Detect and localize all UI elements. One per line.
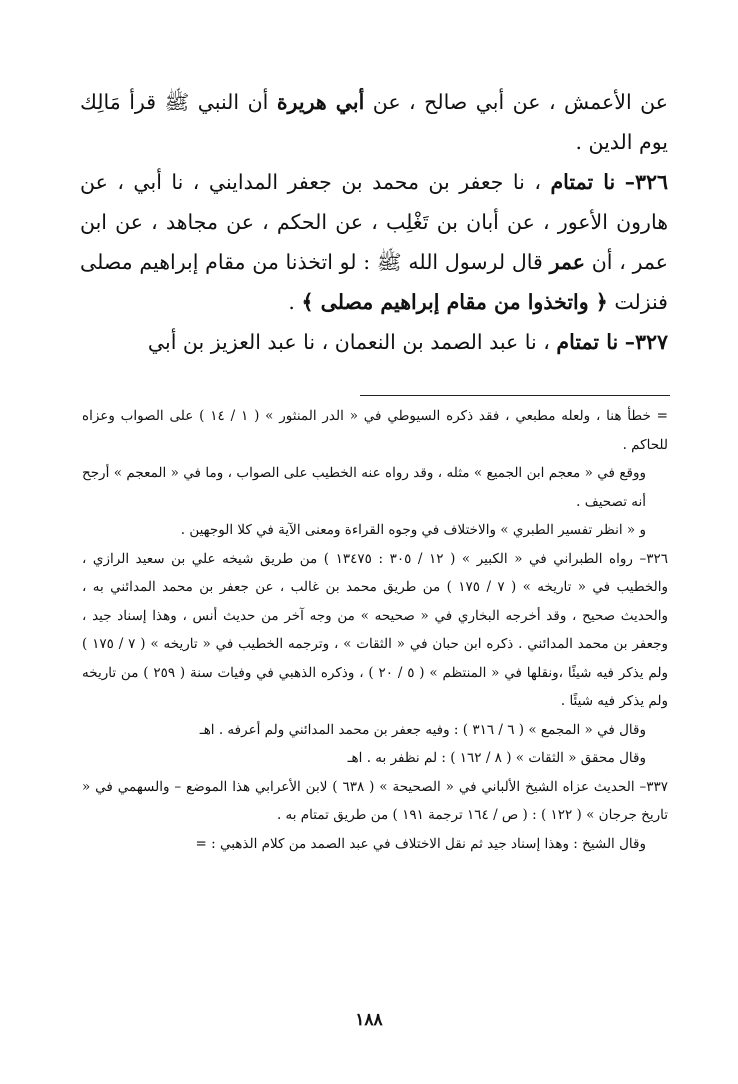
paragraph-text: . (288, 290, 295, 314)
footnote: ووقع في « معجم ابن الجميع » مثله ، وقد رواه عنه الخطيب على الصواب ، وما في « المعجم » أرجح أنه تصحيف . (82, 465, 646, 510)
footnote: وقال الشيخ : وهذا إسناد جيد ثم نقل الاختلاف في عبد الصمد من كلام الذهبي : = (195, 835, 646, 852)
quran-quote: ﴿ واتخذوا من مقام إبراهيم مصلى ﴾ (301, 290, 608, 314)
footnote: = خطأ هنا ، ولعله مطبعي ، فقد ذكره السيوطي في « الدر المنثور » ( ١ / ١٤ ) على الصواب وعزاه للحاكم . (82, 408, 668, 453)
paragraph-continuation (80, 82, 668, 162)
footnotes (82, 402, 668, 858)
main-text (80, 82, 668, 362)
footnote: و « انظر تفسير الطبري » والاختلاف في وجوه القراءة ومعنى الآية في كلا الوجهين . (180, 522, 646, 538)
footnote: وقال في « المجمع » ( ٦ / ٣١٦ ) : وفيه جعفر بن محمد المدائني ولم أعرفه . اهـ (199, 721, 646, 738)
hadith-327 (80, 322, 668, 362)
hadith-number: ٣٢٧– (624, 330, 668, 354)
footnote: ٣٣٧– الحديث عزاه الشيخ الألباني في « الصحيحة » ( ٦٣٨ ) لابن الأعرابي هذا الموضع – والسهمي في « تاريخ جرجان » ( ١٢٢ ) : ( ص / ١٦٤ ترجمة ١٩١ ) من طريق تمتام به . (82, 778, 668, 823)
narrator-name: نا تمتام (556, 330, 619, 354)
hadith-number: ٣٢٦– (624, 170, 668, 194)
footnote-divider (360, 395, 670, 396)
paragraph-text: ، نا عبد الصمد بن النعمان ، نا عبد العزيز بن أبي (147, 330, 550, 354)
narrator-name: أبي هريرة (276, 90, 365, 114)
paragraph-text: عن الأعمش ، عن أبي صالح ، عن (372, 90, 668, 114)
footnote: وقال محقق « الثقات » ( ٨ / ١٦٢ ) : لم نظفر به . اهـ (347, 750, 646, 766)
paragraph-text: أن النبي ﷺ قرأ مَالِك يوم الدين . (80, 90, 668, 154)
hadith-326 (80, 162, 668, 322)
paragraph-text: قال لرسول الله ﷺ : لو اتخذنا من مقام إبراهيم مصلى فنزلت (80, 250, 668, 314)
paragraph-text: ، نا جعفر بن محمد بن جعفر المدايني ، نا أبي ، عن هارون الأعور ، عن أبان بن تَغْلِب ، عن الحكم ، عن مجاهد ، عن ابن عمر ، أن (80, 170, 668, 274)
page-number: ١٨٨ (355, 1010, 383, 1030)
footnote: ٣٢٦– رواه الطبراني في « الكبير » ( ١٢ / ٣٠٥ : ١٣٤٧٥ ) من طريق شيخه علي بن سعيد الرازي ، والخطيب في « تاريخه » ( ٧ / ١٧٥ ) من طريق محمد بن غالب ، عن جعفر بن محمد المدائني به ، والحديث صحيح ، وقد أخرجه البخاري في « صحيحه » من وجه آخر من حديث أنس ، وهذا إسناد جيد ، وجعفر بن محمد المدائني . ذكره ابن حبان في « الثقات » ، وترجمه الخطيب في « تاريخه » ( ٧ / ١٧٥ ) ولم يذكر فيه شيئًا ،ونقلها في « المنتظم » ( ٥ / ٢٠ ) ، وذكره الذهبي في وفيات سنة ( ٢٥٩ ) من تاريخه ولم يذكر فيه شيئًا . (82, 550, 668, 709)
narrator-name: نا تمتام (550, 170, 616, 194)
narrator-name: عمر (549, 250, 585, 274)
